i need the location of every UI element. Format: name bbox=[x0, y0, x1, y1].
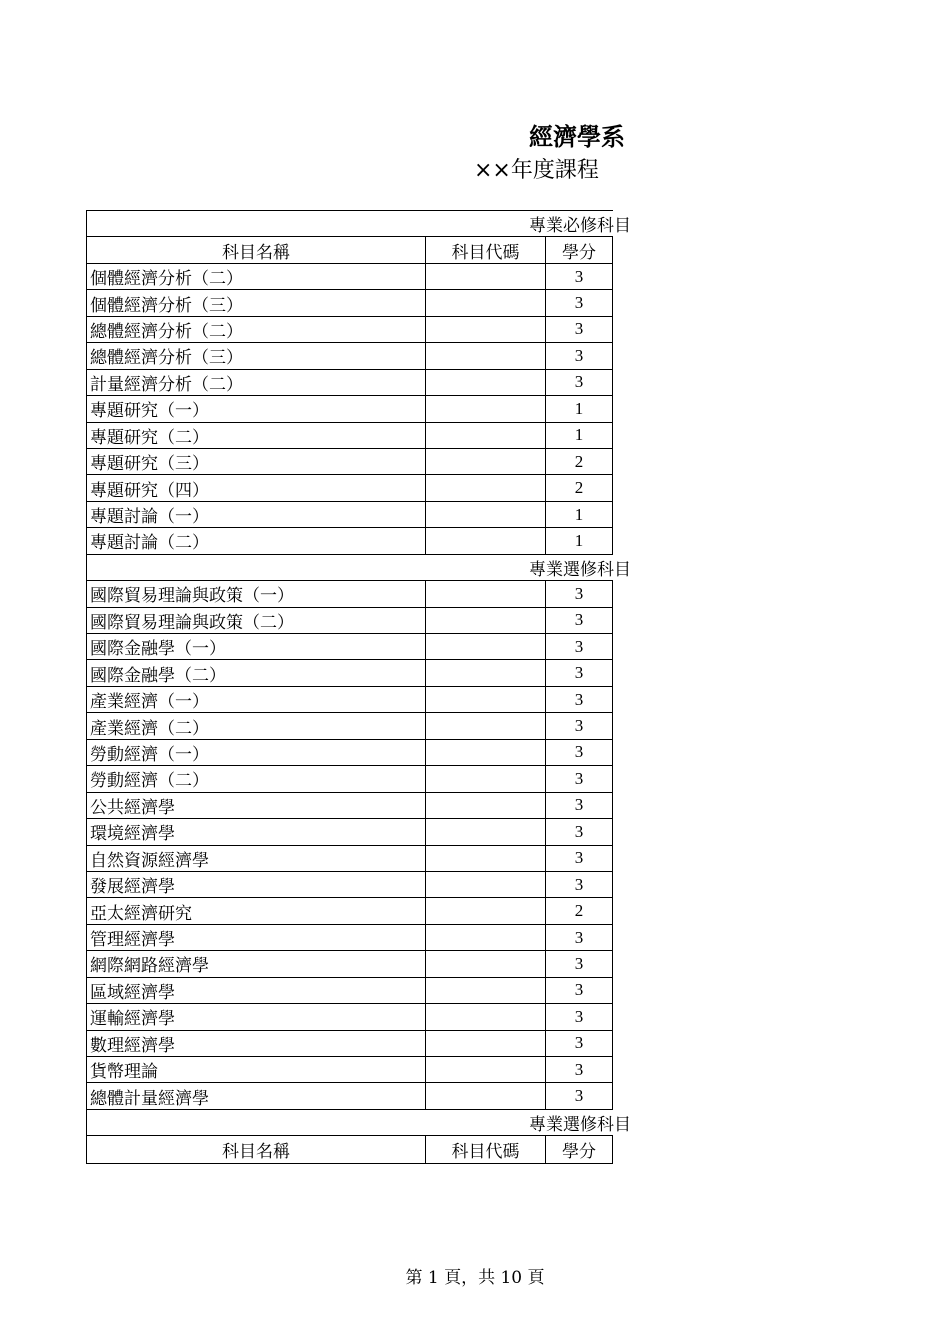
table-row bbox=[87, 740, 613, 766]
course-credit-cell: 3 bbox=[546, 951, 613, 976]
course-code-cell bbox=[426, 343, 546, 368]
column-header-name: 科目名稱 bbox=[87, 1136, 426, 1162]
column-header-credit: 學分 bbox=[546, 1136, 613, 1162]
course-credit-cell: 3 bbox=[546, 793, 613, 818]
table-row bbox=[87, 793, 613, 819]
table-row bbox=[87, 872, 613, 898]
page-number: 第 1 頁，共 10 頁 bbox=[405, 1268, 545, 1288]
section-label: 專業必修科目 bbox=[529, 216, 631, 237]
course-name-cell: 專題研究（二） bbox=[87, 423, 426, 448]
course-credit-cell: 3 bbox=[546, 687, 613, 712]
table-row bbox=[87, 317, 613, 343]
course-credit-cell: 3 bbox=[546, 1004, 613, 1029]
column-header-code: 科目代碼 bbox=[426, 1136, 546, 1162]
course-credit-cell: 3 bbox=[546, 1057, 613, 1082]
course-name-cell: 勞動經濟（一） bbox=[87, 740, 426, 765]
course-credit-cell: 3 bbox=[546, 608, 613, 633]
course-code-cell bbox=[426, 449, 546, 474]
course-credit-cell: 3 bbox=[546, 343, 613, 368]
course-code-cell bbox=[426, 290, 546, 315]
title-line2-wrapper bbox=[86, 151, 613, 187]
table-row bbox=[87, 264, 613, 290]
course-code-cell bbox=[426, 1083, 546, 1108]
section-cell bbox=[87, 211, 631, 237]
table-row bbox=[87, 423, 613, 449]
course-name-cell: 計量經濟分析（二） bbox=[87, 370, 426, 395]
course-table bbox=[86, 210, 631, 1164]
course-code-cell bbox=[426, 1031, 546, 1056]
course-code-cell bbox=[426, 502, 546, 527]
table-row bbox=[87, 687, 613, 713]
course-credit-cell: 3 bbox=[546, 925, 613, 950]
course-code-cell bbox=[426, 608, 546, 633]
course-credit-cell: 3 bbox=[546, 581, 613, 606]
course-code-cell bbox=[426, 872, 546, 897]
course-code-cell bbox=[426, 528, 546, 553]
course-name-cell: 網際網路經濟學 bbox=[87, 951, 426, 976]
table-row bbox=[87, 502, 613, 528]
course-code-cell bbox=[426, 925, 546, 950]
course-name-cell: 勞動經濟（二） bbox=[87, 766, 426, 791]
course-name-cell: 產業經濟（一） bbox=[87, 687, 426, 712]
course-code-cell bbox=[426, 1004, 546, 1029]
course-code-cell bbox=[426, 819, 546, 844]
course-code-cell bbox=[426, 581, 546, 606]
course-name-cell: 國際貿易理論與政策（二） bbox=[87, 608, 426, 633]
section-row bbox=[87, 211, 631, 237]
course-credit-cell: 3 bbox=[546, 978, 613, 1003]
table-row bbox=[87, 634, 613, 660]
course-name-cell: 國際金融學（二） bbox=[87, 660, 426, 685]
course-name-cell: 環境經濟學 bbox=[87, 819, 426, 844]
course-credit-cell: 3 bbox=[546, 290, 613, 315]
course-name-cell: 總體計量經濟學 bbox=[87, 1083, 426, 1108]
course-name-cell: 專題研究（四） bbox=[87, 475, 426, 500]
course-code-cell bbox=[426, 766, 546, 791]
document-title: 經濟學系 bbox=[529, 123, 625, 151]
course-code-cell bbox=[426, 660, 546, 685]
column-header-credit: 學分 bbox=[546, 237, 613, 262]
course-credit-cell: 3 bbox=[546, 819, 613, 844]
course-code-cell bbox=[426, 793, 546, 818]
course-name-cell: 自然資源經濟學 bbox=[87, 846, 426, 871]
course-name-cell: 個體經濟分析（二） bbox=[87, 264, 426, 289]
course-code-cell bbox=[426, 846, 546, 871]
course-code-cell bbox=[426, 951, 546, 976]
table-row bbox=[87, 449, 613, 475]
table-row bbox=[87, 1004, 613, 1030]
course-name-cell: 數理經濟學 bbox=[87, 1031, 426, 1056]
course-credit-cell: 2 bbox=[546, 449, 613, 474]
course-name-cell: 亞太經濟研究 bbox=[87, 898, 426, 923]
course-credit-cell: 3 bbox=[546, 846, 613, 871]
table-row bbox=[87, 343, 613, 369]
course-name-cell: 國際金融學（一） bbox=[87, 634, 426, 659]
table-row bbox=[87, 846, 613, 872]
course-name-cell: 區域經濟學 bbox=[87, 978, 426, 1003]
title-line1-wrapper bbox=[86, 113, 625, 153]
course-credit-cell: 1 bbox=[546, 423, 613, 448]
course-credit-cell: 3 bbox=[546, 740, 613, 765]
course-name-cell: 公共經濟學 bbox=[87, 793, 426, 818]
table-row bbox=[87, 1083, 613, 1109]
table-row bbox=[87, 1057, 613, 1083]
table-row bbox=[87, 370, 613, 396]
course-name-cell: 發展經濟學 bbox=[87, 872, 426, 897]
course-code-cell bbox=[426, 687, 546, 712]
table-row bbox=[87, 608, 613, 634]
table-row bbox=[87, 290, 613, 316]
course-code-cell bbox=[426, 370, 546, 395]
course-name-cell: 總體經濟分析（二） bbox=[87, 317, 426, 342]
course-code-cell bbox=[426, 396, 546, 421]
column-header-code: 科目代碼 bbox=[426, 237, 546, 262]
course-name-cell: 專題研究（三） bbox=[87, 449, 426, 474]
course-credit-cell: 1 bbox=[546, 396, 613, 421]
course-credit-cell: 2 bbox=[546, 898, 613, 923]
course-credit-cell: 3 bbox=[546, 766, 613, 791]
course-name-cell: 國際貿易理論與政策（一） bbox=[87, 581, 426, 606]
section-cell bbox=[87, 1110, 631, 1136]
table-row bbox=[87, 581, 613, 607]
section-row bbox=[87, 555, 631, 581]
course-credit-cell: 1 bbox=[546, 502, 613, 527]
table-row bbox=[87, 766, 613, 792]
table-row bbox=[87, 978, 613, 1004]
course-credit-cell: 3 bbox=[546, 317, 613, 342]
course-name-cell: 貨幣理論 bbox=[87, 1057, 426, 1082]
course-name-cell: 專題研究（一） bbox=[87, 396, 426, 421]
course-credit-cell: 3 bbox=[546, 634, 613, 659]
table-row bbox=[87, 819, 613, 845]
column-header-name: 科目名稱 bbox=[87, 237, 426, 262]
course-code-cell bbox=[426, 713, 546, 738]
course-name-cell: 專題討論（二） bbox=[87, 528, 426, 553]
document-subtitle: ××年度課程 bbox=[474, 158, 599, 183]
table-row bbox=[87, 1031, 613, 1057]
course-code-cell bbox=[426, 317, 546, 342]
course-credit-cell: 3 bbox=[546, 1083, 613, 1108]
course-name-cell: 管理經濟學 bbox=[87, 925, 426, 950]
table-row bbox=[87, 925, 613, 951]
course-code-cell bbox=[426, 898, 546, 923]
section-row bbox=[87, 1110, 631, 1136]
course-code-cell bbox=[426, 423, 546, 448]
course-name-cell: 產業經濟（二） bbox=[87, 713, 426, 738]
table-row bbox=[87, 898, 613, 924]
course-credit-cell: 3 bbox=[546, 713, 613, 738]
table-row bbox=[87, 475, 613, 501]
section-cell bbox=[87, 555, 631, 580]
course-name-cell: 專題討論（一） bbox=[87, 502, 426, 527]
section-label: 專業選修科目 bbox=[529, 1115, 631, 1136]
course-credit-cell: 3 bbox=[546, 1031, 613, 1056]
course-code-cell bbox=[426, 1057, 546, 1082]
table-header-row bbox=[87, 237, 613, 263]
course-code-cell bbox=[426, 740, 546, 765]
course-code-cell bbox=[426, 475, 546, 500]
course-name-cell: 運輸經濟學 bbox=[87, 1004, 426, 1029]
table-row bbox=[87, 713, 613, 739]
course-credit-cell: 3 bbox=[546, 264, 613, 289]
course-name-cell: 總體經濟分析（三） bbox=[87, 343, 426, 368]
course-credit-cell: 1 bbox=[546, 528, 613, 553]
course-credit-cell: 3 bbox=[546, 872, 613, 897]
course-name-cell: 個體經濟分析（三） bbox=[87, 290, 426, 315]
course-credit-cell: 3 bbox=[546, 660, 613, 685]
section-label: 專業選修科目 bbox=[529, 559, 631, 580]
course-credit-cell: 3 bbox=[546, 370, 613, 395]
table-row bbox=[87, 951, 613, 977]
course-credit-cell: 2 bbox=[546, 475, 613, 500]
table-row bbox=[87, 528, 613, 554]
table-row bbox=[87, 660, 613, 686]
course-code-cell bbox=[426, 264, 546, 289]
course-code-cell bbox=[426, 978, 546, 1003]
course-code-cell bbox=[426, 634, 546, 659]
table-header-row bbox=[87, 1136, 613, 1162]
table-row bbox=[87, 396, 613, 422]
